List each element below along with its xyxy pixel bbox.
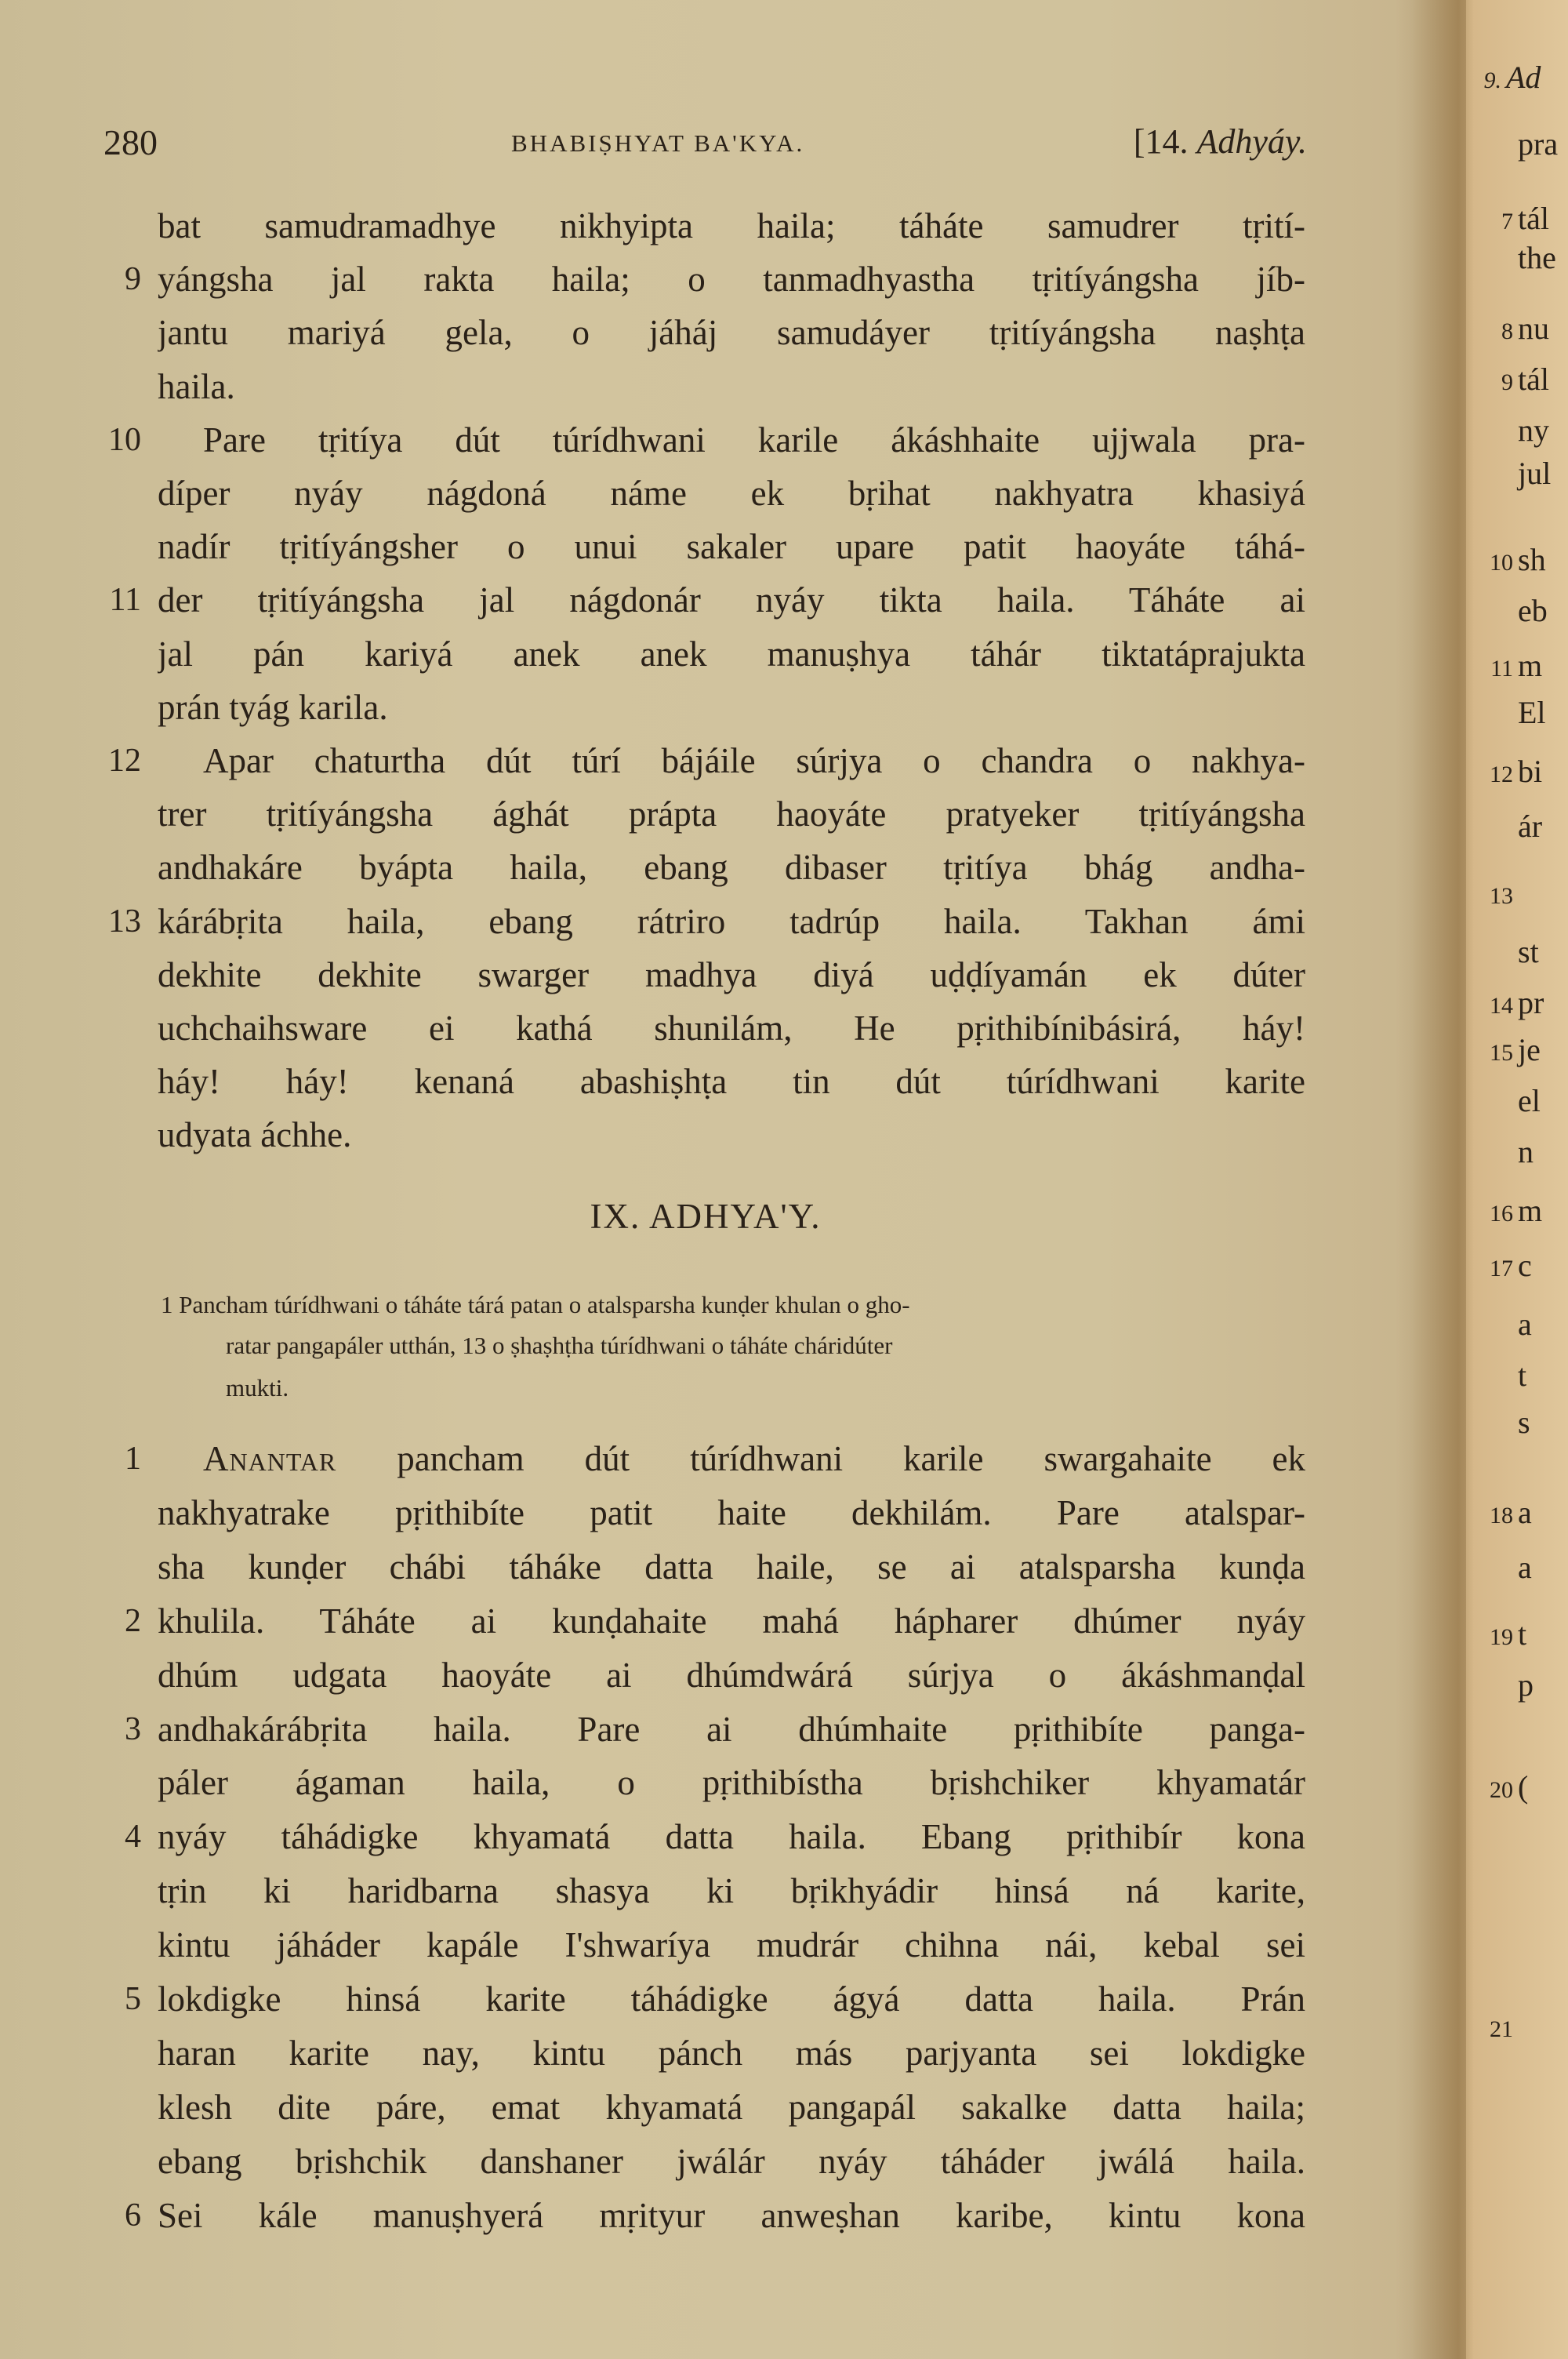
text-line	[158, 681, 1305, 734]
line-text: haila.	[158, 366, 235, 406]
line-text: andhakárábṛita haila. Pare ai dhúmhaite pṛithibíte panga-	[158, 1709, 1305, 1749]
facing-line	[1482, 592, 1568, 629]
line-text: andhakáre byápta haila, ebang dibaser tṛitíya bhág andha-	[158, 848, 1305, 888]
facing-line	[1482, 984, 1568, 1021]
facing-line	[1482, 1031, 1568, 1068]
facing-text: Ad	[1506, 60, 1541, 95]
verse-number: 13	[108, 903, 141, 940]
facing-line	[1482, 541, 1568, 578]
text-line	[158, 948, 1305, 1001]
facing-text: a	[1518, 1550, 1532, 1585]
text-line	[158, 1810, 1305, 1863]
text-line	[158, 2026, 1305, 2080]
facing-line	[1482, 694, 1568, 731]
footnote-line: 1 Pancham túrídhwani o táháte tárá patan o atalsparsha kunḍer khulan o gho-	[161, 1291, 910, 1318]
running-header	[103, 122, 1307, 169]
text-line	[158, 1594, 1305, 1648]
facing-line	[1482, 1404, 1568, 1441]
facing-text: t	[1518, 1358, 1527, 1393]
facing-verse-number: 9.	[1483, 67, 1501, 93]
facing-verse-number: 11	[1490, 656, 1513, 682]
facing-line	[1482, 361, 1568, 398]
facing-line	[1482, 1616, 1568, 1652]
line-text: nyáy táhádigke khyamatá datta haila. Ebang pṛithibír kona	[158, 1817, 1305, 1857]
line-text: Apar chaturtha dút túrí bájáile súrjya o chandra o nakhya-	[203, 741, 1305, 780]
text-line	[158, 2081, 1305, 2134]
section-italic: Adhyáy.	[1196, 122, 1307, 161]
text-line	[158, 734, 1305, 787]
text-line	[158, 2135, 1305, 2188]
text-line	[158, 467, 1305, 520]
text-line	[158, 1703, 1305, 1756]
facing-verse-number: 16	[1490, 1201, 1513, 1227]
facing-text: je	[1518, 1032, 1541, 1067]
facing-text: m	[1518, 1193, 1543, 1228]
line-text: háy! háy! kenaná abashiṣhṭa tin dút túrídhwani karite	[158, 1062, 1305, 1102]
line-text: páler ágaman haila, o pṛithibístha bṛishchiker khyamatár	[158, 1763, 1305, 1803]
text-line	[158, 1540, 1305, 1594]
facing-verse-number: 14	[1490, 993, 1513, 1019]
line-text: nadír tṛitíyángsher o unui sakaler upare patit haoyáte táhá-	[158, 527, 1305, 567]
verse-number: 2	[125, 1602, 141, 1639]
text-line	[158, 520, 1305, 573]
facing-line	[1482, 647, 1568, 684]
text-line	[158, 2189, 1305, 2242]
facing-verse-number: 19	[1490, 1624, 1513, 1650]
text-line	[158, 1432, 1305, 1485]
facing-text: El	[1518, 695, 1546, 730]
facing-line	[1482, 455, 1568, 492]
facing-text: eb	[1518, 593, 1548, 628]
facing-text: t	[1518, 1616, 1527, 1652]
line-text: lokdigke hinsá karite táhádigke ágyá datta haila. Prán	[158, 1979, 1305, 2019]
text-line	[158, 1918, 1305, 1972]
line-text: yángsha jal rakta haila; o tanmadhyastha tṛitíyángsha jíb-	[158, 260, 1305, 300]
chapter-heading: IX. ADHYA'Y.	[590, 1197, 822, 1236]
facing-line	[1482, 1768, 1568, 1805]
line-text: dekhite dekhite swarger madhya diyá uḍḍíyamán ek dúter	[158, 954, 1305, 994]
text-line	[158, 253, 1305, 306]
facing-text: st	[1518, 934, 1539, 969]
text-line	[158, 1864, 1305, 1917]
facing-text: el	[1518, 1083, 1541, 1118]
text-line	[158, 413, 1305, 467]
text-line	[158, 1001, 1305, 1055]
verse-number: 9	[125, 261, 141, 298]
facing-text: a	[1518, 1495, 1532, 1530]
verse-number: 11	[109, 582, 141, 619]
facing-line	[1482, 200, 1568, 237]
page-number: 280	[103, 122, 158, 162]
line-text: dhúm udgata haoyáte ai dhúmdwárá súrjya o ákáshmanḍal	[158, 1655, 1305, 1695]
verse-number: 1	[125, 1441, 141, 1477]
line-text: uchchaihsware ei kathá shunilám, He pṛithibínibásirá, háy!	[158, 1009, 1305, 1048]
text-line	[158, 1486, 1305, 1539]
facing-text: jul	[1518, 456, 1552, 491]
facing-text: n	[1518, 1134, 1534, 1169]
facing-line	[1482, 1192, 1568, 1229]
lead-word: Anantar	[203, 1439, 337, 1478]
facing-text: pra	[1518, 126, 1559, 162]
verse-number: 3	[125, 1710, 141, 1747]
facing-text: (	[1518, 1769, 1529, 1805]
facing-text: pr	[1518, 985, 1544, 1020]
text-line	[158, 1648, 1305, 1702]
text-line	[158, 787, 1305, 841]
footnote-line: ratar pangapáler utthán, 13 o ṣhaṣhṭha túrídhwani o táháte cháridúter	[226, 1332, 893, 1359]
facing-text: bi	[1518, 754, 1543, 789]
facing-verse-number: 15	[1490, 1040, 1513, 1066]
facing-line	[1482, 1549, 1568, 1586]
facing-text: tál	[1518, 362, 1549, 397]
verse-number: 4	[125, 1819, 141, 1856]
section-reference	[1134, 122, 1307, 162]
running-title: BHABIṢHYAT BA'KYA.	[511, 129, 805, 157]
line-text: kárábṛita haila, ebang rátriro tadrúp haila. Takhan ámi	[158, 901, 1305, 941]
facing-text: s	[1518, 1405, 1530, 1440]
line-text: nakhyatrake pṛithibíte patit haite dekhilám. Pare atalspar-	[158, 1492, 1305, 1532]
line-text: sha kunḍer chábi táháke datta haile, se ai atalsparsha kunḍa	[158, 1547, 1305, 1587]
facing-verse-number: 13	[1490, 883, 1513, 909]
line-text: udyata áchhe.	[158, 1115, 352, 1155]
line-text: kintu jáháder kapále I'shwaríya mudrár chihna nái, kebal sei	[158, 1925, 1305, 1965]
facing-line	[1482, 1306, 1568, 1343]
text-line	[158, 1108, 1305, 1161]
facing-line	[1482, 1247, 1568, 1284]
facing-verse-number: 21	[1490, 2016, 1513, 2042]
line-text: bat samudramadhye nikhyipta haila; táháte samudrer tṛití-	[158, 206, 1305, 245]
facing-verse-number: 8	[1501, 318, 1513, 344]
facing-line	[1470, 59, 1556, 96]
facing-text: sh	[1518, 542, 1546, 577]
text-line	[158, 627, 1305, 681]
facing-text: tál	[1518, 201, 1549, 236]
facing-line	[1482, 239, 1568, 276]
section-bracket: [14.	[1133, 122, 1189, 161]
facing-verse-number: 18	[1490, 1503, 1513, 1528]
verse-number: 10	[108, 421, 141, 458]
facing-line	[1482, 1667, 1568, 1703]
line-text: Sei kále manuṣhyerá mṛityur anweṣhan karibe, kintu kona	[158, 2195, 1305, 2235]
line-text: haran karite nay, kintu pánch más parjyanta sei lokdigke	[158, 2033, 1305, 2073]
text-line	[158, 360, 1305, 413]
facing-line	[1482, 933, 1568, 970]
facing-text: the	[1518, 240, 1556, 275]
facing-line	[1482, 1357, 1568, 1394]
line-text: ebang bṛishchik danshaner jwálár nyáy táháder jwálá haila.	[158, 2141, 1305, 2181]
text-line	[158, 895, 1305, 948]
facing-verse-number: 17	[1490, 1256, 1513, 1281]
facing-line	[1482, 874, 1568, 911]
facing-line	[1482, 808, 1568, 845]
text-line	[158, 1972, 1305, 2026]
text-line	[158, 1756, 1305, 1809]
text-line	[158, 573, 1305, 627]
facing-verse-number: 10	[1490, 550, 1513, 576]
facing-line	[1482, 310, 1568, 347]
line-text: jantu mariyá gela, o jáháj samudáyer tṛitíyángsha naṣhṭa	[158, 313, 1305, 353]
facing-text: p	[1518, 1667, 1534, 1703]
text-line	[158, 306, 1305, 359]
line-text: jal pán kariyá anek anek manuṣhya táhár tiktatáprajukta	[158, 634, 1305, 674]
verse-number: 6	[125, 2197, 141, 2234]
facing-line	[1482, 1133, 1568, 1170]
line-text: khulila. Táháte ai kunḍahaite mahá hápharer dhúmer nyáy	[158, 1601, 1305, 1641]
line-text: klesh dite páre, emat khyamatá pangapál sakalke datta haila;	[158, 2087, 1305, 2127]
line-text: pancham dút túrídhwani karile swargahaite ek	[336, 1439, 1305, 1478]
facing-line	[1482, 1082, 1568, 1119]
facing-text: c	[1518, 1248, 1532, 1283]
verse-number: 5	[125, 1981, 141, 2017]
text-line	[158, 1055, 1305, 1108]
verse-number: 12	[108, 743, 141, 779]
facing-text: nu	[1518, 311, 1549, 346]
facing-verse-number: 9	[1501, 369, 1513, 395]
facing-verse-number: 12	[1490, 761, 1513, 787]
facing-text: m	[1518, 648, 1543, 683]
facing-line	[1482, 2008, 1568, 2045]
facing-verse-number: 20	[1490, 1777, 1513, 1803]
facing-text: a	[1518, 1307, 1532, 1342]
facing-verse-number: 7	[1501, 209, 1513, 234]
footnote-line: mukti.	[226, 1374, 289, 1401]
facing-line	[1482, 753, 1568, 790]
line-text: trer tṛitíyángsha ághát prápta haoyáte pratyeker tṛitíyángsha	[158, 794, 1305, 834]
line-text: tṛin ki haridbarna shasya ki bṛikhyádir hinsá ná karite,	[158, 1871, 1305, 1911]
facing-text: ár	[1518, 809, 1543, 844]
facing-line	[1482, 1494, 1568, 1531]
facing-line	[1482, 125, 1568, 162]
facing-text: ny	[1518, 413, 1549, 448]
text-line	[158, 841, 1305, 894]
line-text: díper nyáy nágdoná náme ek bṛihat nakhyatra khasiyá	[158, 474, 1305, 513]
line-text: prán tyág karila.	[158, 687, 388, 727]
text-line	[158, 199, 1305, 253]
page-gutter-shadow	[1396, 0, 1466, 2359]
facing-line	[1482, 412, 1568, 449]
line-text: Pare tṛitíya dút túrídhwani karile ákáshhaite ujjwala pra-	[203, 420, 1305, 460]
line-text: der tṛitíyángsha jal nágdonár nyáy tikta haila. Táháte ai	[158, 580, 1305, 620]
